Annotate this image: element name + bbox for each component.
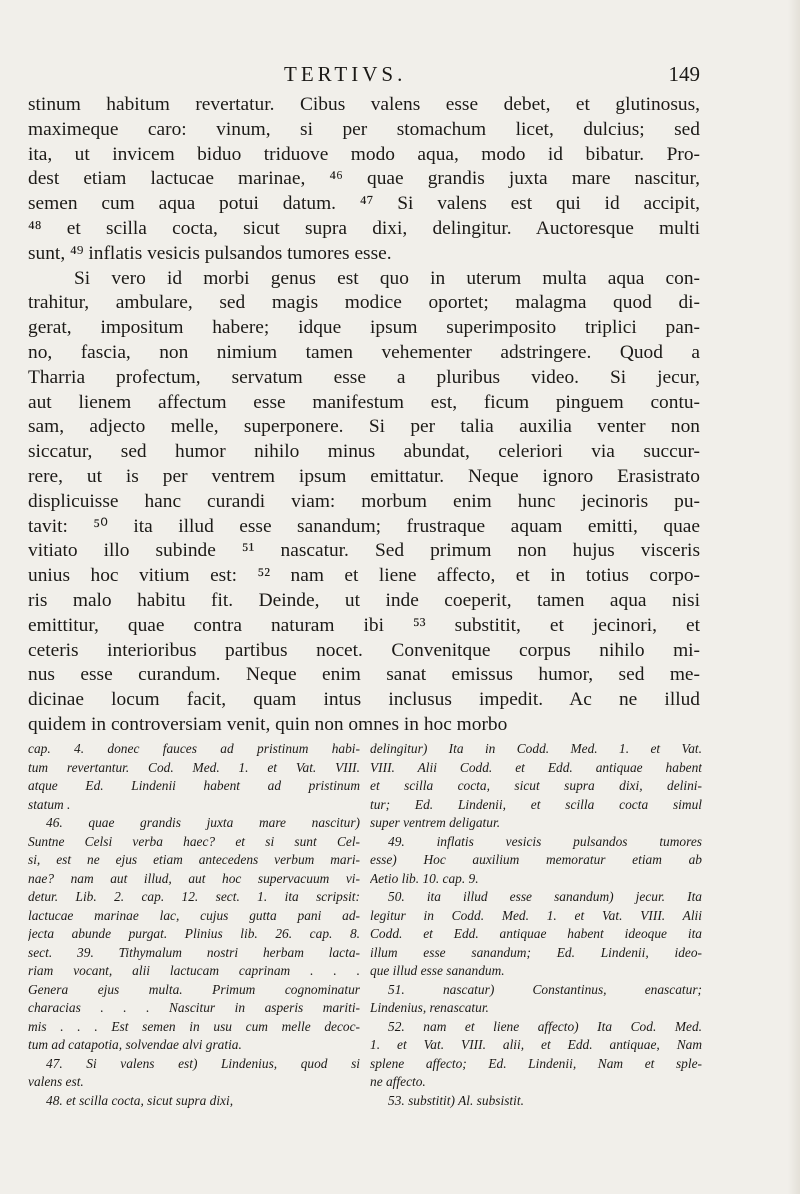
footnote-line: Codd. et Edd. antiquae habent ideoque ita [370,926,702,941]
text-line: ⁴⁸ et scilla cocta, sicut supra dixi, delingitur. Auctoresque multi [28,217,700,239]
text-line: stinum habitum revertatur. Cibus valens esse debet, et glutinosus, [28,94,700,115]
page-edge-shadow [788,0,800,1194]
footnote-line: ne affecto. [370,1074,426,1089]
footnote-line: jecta abunde purgat. Plinius lib. 26. cap. 8. [28,926,360,941]
text-line: nus esse curandum. Neque enim sanat emissus humor, sed me- [28,664,700,686]
footnote-line: si, est ne ejus etiam antecedens verbum mari- [28,852,360,867]
footnote-line: legitur in Codd. Med. 1. et Vat. VIII. Alii [370,907,702,923]
footnote-line: 1. et Vat. VIII. alii, et Edd. antiquae, Nam [370,1037,702,1052]
text-line: no, fascia, non nimium tamen vehementer adstringere. Quod a [28,341,700,363]
text-line: gerat, impositum habere; idque ipsum superimposito triplici pan- [28,317,700,339]
text-line: rere, ut is per ventrem ipsum emittatur. Neque ignoro Erasistrato [28,465,700,487]
footnote-line: Lindenius, renascatur. [370,1000,489,1015]
footnote-line: atque Ed. Lindenii habent ad pristinum [28,778,360,793]
footnote-line: 50. ita illud esse sanandum) jecur. Ita [388,889,702,904]
text-line: Tharria profectum, servatum esse a pluribus video. Si jecur, [28,366,700,388]
page-number: 149 [668,62,700,86]
text-line: unius hoc vitium est: ⁵² nam et liene affecto, et in totius corpo- [28,565,700,587]
footnote-line: Genera ejus multa. Primum cognominatur [28,981,360,997]
footnote-line: splene affecto; Ed. Lindenii, Nam et sple- [370,1055,702,1071]
footnote-line: valens est. [28,1074,84,1089]
text-line: trahitur, ambulare, sed magis modice oportet; malagma quod di- [28,292,700,314]
text-line: sunt, ⁴⁹ inflatis vesicis pulsandos tumores esse. [28,242,392,264]
text-line: ceteris interioribus partibus nocet. Convenitque corpus nihilo mi- [28,639,700,661]
footnote-line: VIII. Alii Codd. et Edd. antiquae habent [370,759,702,775]
footnote-line: 51. nascatur) Constantinus, enascatur; [388,981,702,997]
footnote-line: 46. quae grandis juxta mare nascitur) [46,815,360,830]
footnote-line: 49. inflatis vesicis pulsandos tumores [388,833,702,849]
text-line: semen cum aqua potui datum. ⁴⁷ Si valens est qui id accipit, [28,193,700,215]
running-title: TERTIVS. [284,62,407,86]
footnote-line: que illud esse sanandum. [370,963,505,978]
footnote-line: 52. nam et liene affecto) Ita Cod. Med. [388,1018,702,1034]
footnote-line: super ventrem deligatur. [370,815,501,830]
footnote-line: 53. substitit) Al. subsistit. [388,1092,524,1108]
footnote-line: 47. Si valens est) Lindenius, quod si [46,1055,360,1071]
footnote-line: esse) Hoc auxilium memoratur etiam ab [370,852,702,867]
footnote-line: tur; Ed. Lindenii, et scilla cocta simul [370,796,702,812]
main-text-block [28,93,700,738]
footnote-line: 48. et scilla cocta, sicut supra dixi, [46,1092,234,1108]
footnote-line: cap. 4. donec fauces ad pristinum habi- [28,741,360,756]
footnote-line: mis . . . Est semen in usu cum melle decoc- [28,1018,360,1034]
footnote-line: statum . [28,796,71,812]
footnote-line: delingitur) Ita in Codd. Med. 1. et Vat. [370,741,702,756]
text-line: displicuisse hanc curandi viam: morbum enim hunc jecinoris pu- [28,490,700,512]
footnote-line: characias . . . Nascitur in asperis mariti- [28,1000,360,1015]
text-line: ita, ut invicem biduo triduove modo aqua, modo id bibatur. Pro- [28,143,700,165]
footnote-line: nae? nam aut illud, aut hoc supervacuum vi- [28,870,360,886]
text-line: emittitur, quae contra naturam ibi ⁵³ substitit, et jecinori, et [28,614,700,636]
footnote-line: detur. Lib. 2. cap. 12. sect. 1. ita scripsit: [28,889,360,904]
footnote-line: illum esse sanandum; Ed. Lindenii, ideo- [370,944,702,960]
footnote-line: tum ad catapotia, solvendae alvi gratia. [28,1037,242,1052]
footnote-line: Aetio lib. 10. cap. 9. [370,870,479,886]
text-line: vitiato illo subinde ⁵¹ nascatur. Sed primum non hujus visceris [28,540,700,562]
footnotes-right-column [370,740,702,1110]
text-line: quidem in controversiam venit, quin non omnes in hoc morbo [28,713,508,735]
text-line: sam, adjecto melle, superponere. Si per talia auxilia venter non [28,416,700,438]
footnote-line: riam vocant, alii lactucam caprinam . . . [28,963,360,978]
text-line: siccatur, sed humor nihilo minus abundat, celeriori via succur- [28,441,700,463]
footnote-line: tum revertantur. Cod. Med. 1. et Vat. VIII. [28,759,360,775]
text-line: dest etiam lactucae marinae, ⁴⁶ quae grandis juxta mare nascitur, [28,168,700,190]
text-line: maximeque caro: vinum, si per stomachum licet, dulcius; sed [28,118,700,140]
footnote-line: sect. 39. Tithymalum nostri herbam lacta- [28,944,360,960]
text-line: Si vero id morbi genus est quo in uterum multa aqua con- [74,267,700,289]
footnotes-left-column [28,740,360,1110]
running-head [28,62,700,90]
text-line: aut lienem affectum esse manifestum est, ficum pinguem contu- [28,391,700,413]
text-line: dicinae locum facit, quam intus inclusus impedit. Ac ne illud [28,689,700,711]
text-line: ris malo habitu fit. Deinde, ut inde coeperit, tamen aqua nisi [28,589,700,611]
footnote-line: et scilla cocta, sicut supra dixi, delini- [370,778,702,793]
footnote-line: lactucae marinae lac, cujus gutta pani ad- [28,907,360,923]
text-line: tavit: ⁵⁰ ita illud esse sanandum; frustraque aquam emitti, quae [28,515,700,537]
footnote-line: Suntne Celsi verba haec? et si sunt Cel- [28,833,360,849]
